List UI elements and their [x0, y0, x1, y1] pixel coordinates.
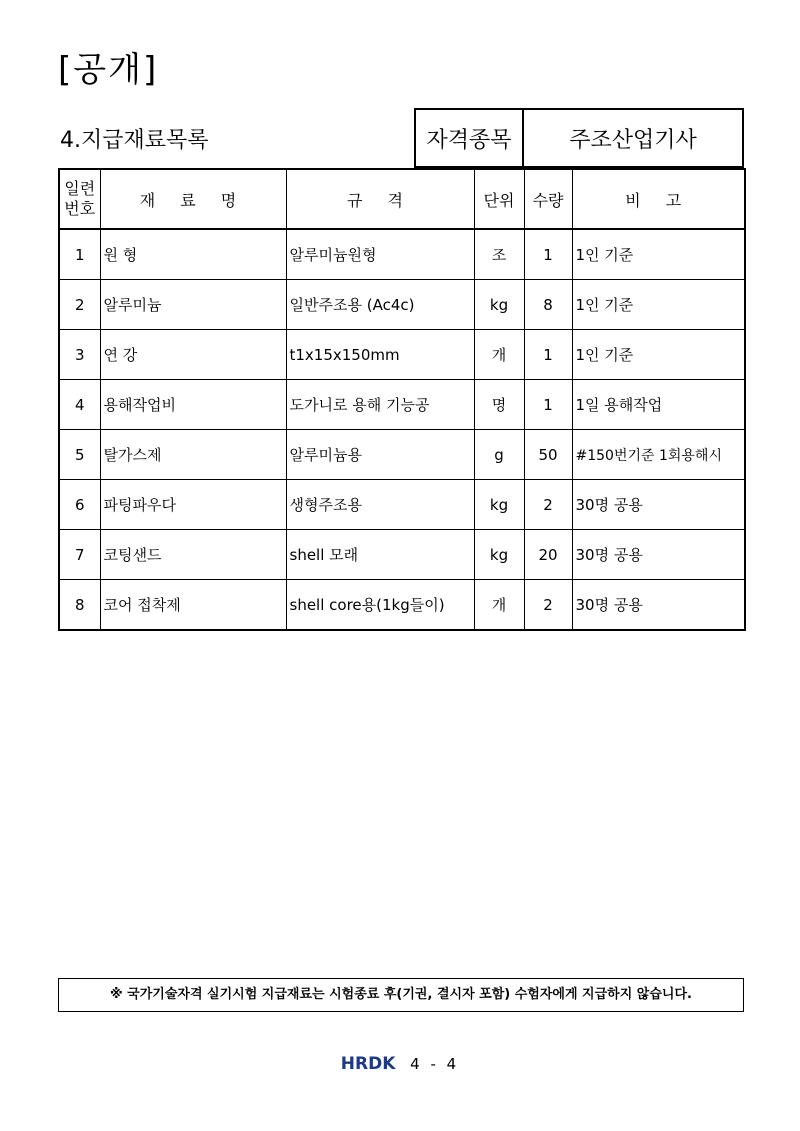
cell-note: 1인 기준	[572, 229, 745, 280]
table-row	[59, 580, 745, 631]
cell-note: 30명 공용	[572, 580, 745, 631]
header-material-name	[100, 169, 286, 229]
cell-spec: t1x15x150mm	[286, 330, 474, 380]
notice-box: ※ 국가기술자격 실기시험 지급재료는 시험종료 후(기권, 결시자 포함) 수험자에게 지급하지 않습니다.	[58, 978, 744, 1012]
cell-name: 알루미늄	[100, 280, 286, 330]
table-row	[59, 280, 745, 330]
cell-no: 1	[59, 229, 100, 280]
cell-note: 1인 기준	[572, 280, 745, 330]
cell-unit: kg	[474, 530, 524, 580]
header-serial-no-line2: 번호	[64, 199, 96, 218]
table-row	[59, 480, 745, 530]
table-row	[59, 229, 745, 280]
qualification-label: 자격종목	[415, 109, 523, 167]
header-serial-no	[59, 169, 100, 229]
public-label: [공개]	[58, 50, 159, 90]
cell-name: 코팅샌드	[100, 530, 286, 580]
cell-name: 원 형	[100, 229, 286, 280]
hrdk-logo: HRDK	[340, 1054, 396, 1074]
cell-unit: g	[474, 430, 524, 480]
cell-qty: 1	[524, 380, 572, 430]
cell-unit: 개	[474, 330, 524, 380]
cell-note: 30명 공용	[572, 480, 745, 530]
cell-spec: shell 모래	[286, 530, 474, 580]
header-note	[572, 169, 745, 229]
header-table	[58, 108, 744, 168]
cell-qty: 2	[524, 580, 572, 631]
qualification-value: 주조산업기사	[523, 109, 743, 167]
cell-no: 7	[59, 530, 100, 580]
cell-note: 1인 기준	[572, 330, 745, 380]
cell-spec: 일반주조용 (Ac4c)	[286, 280, 474, 330]
cell-no: 6	[59, 480, 100, 530]
cell-spec: 알루미늄용	[286, 430, 474, 480]
table-row	[59, 380, 745, 430]
cell-name: 파팅파우다	[100, 480, 286, 530]
cell-no: 8	[59, 580, 100, 631]
cell-qty: 20	[524, 530, 572, 580]
cell-no: 5	[59, 430, 100, 480]
cell-name: 코어 접착제	[100, 580, 286, 631]
cell-no: 2	[59, 280, 100, 330]
cell-name: 용해작업비	[100, 380, 286, 430]
cell-spec: 알루미늄원형	[286, 229, 474, 280]
cell-note: 1일 용해작업	[572, 380, 745, 430]
cell-no: 4	[59, 380, 100, 430]
cell-spec: 도가니로 용해 기능공	[286, 380, 474, 430]
table-row	[59, 430, 745, 480]
materials-table	[58, 168, 746, 631]
table-row	[59, 530, 745, 580]
page-number: 4 - 4	[410, 1055, 460, 1073]
section-title: 4.지급재료목록	[58, 109, 415, 167]
cell-note: #150번기준 1회용해시	[572, 430, 745, 480]
cell-spec: shell core용(1kg들이)	[286, 580, 474, 631]
table-row	[59, 330, 745, 380]
cell-unit: 명	[474, 380, 524, 430]
cell-qty: 2	[524, 480, 572, 530]
cell-unit: 조	[474, 229, 524, 280]
header-qty: 수량	[524, 169, 572, 229]
header-serial-no-line1: 일련	[64, 179, 96, 198]
header-spec	[286, 169, 474, 229]
cell-qty: 1	[524, 330, 572, 380]
table-header-row	[59, 169, 745, 229]
cell-qty: 1	[524, 229, 572, 280]
cell-spec: 생형주조용	[286, 480, 474, 530]
page-footer	[0, 1054, 800, 1074]
header-unit: 단위	[474, 169, 524, 229]
cell-unit: 개	[474, 580, 524, 631]
header-material-name-text: 재 료 명	[139, 190, 247, 210]
header-note-text: 비 고	[625, 190, 692, 210]
cell-unit: kg	[474, 480, 524, 530]
cell-note: 30명 공용	[572, 530, 745, 580]
cell-no: 3	[59, 330, 100, 380]
header-spec-text: 규 격	[347, 190, 413, 210]
cell-qty: 50	[524, 430, 572, 480]
cell-name: 연 강	[100, 330, 286, 380]
cell-qty: 8	[524, 280, 572, 330]
cell-unit: kg	[474, 280, 524, 330]
cell-name: 탈가스제	[100, 430, 286, 480]
